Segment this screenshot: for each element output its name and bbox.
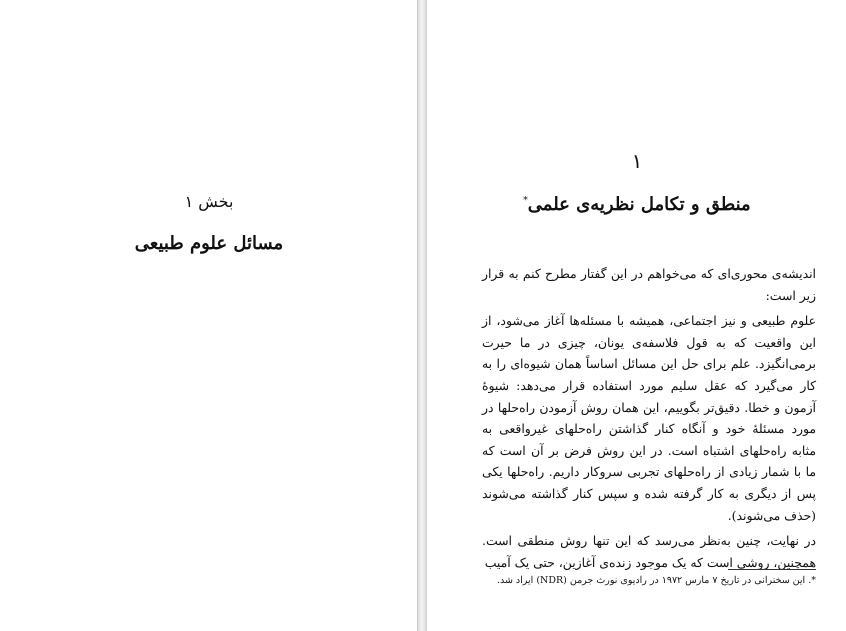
book-gutter (418, 0, 426, 631)
paragraph-3: در نهایت، چنین به‌نظر می‌رسد که این تنها روش منطقی است. همچنین، روشی است که یک موجود زنده‌ی آغازین، حتی یک آمیب (482, 533, 816, 570)
footnote-rule (728, 569, 816, 570)
paragraph-2: علوم طبیعی و نیز اجتماعی، همیشه با مسئله‌ها آغاز می‌شود، از این واقعیت که به قول فلاسفه‌ی یونان، چیزی در ما حیرت برمی‌انگیزد. علم برای حل این مسائل اساساً همان شیوه‌ای را به کار می‌گیرد که عقل سلیم مورد استفاده قرار می‌دهد: شیوه‌ٔ آزمون و خطا. دقیق‌تر بگوییم، این همان روش آزمودن راه‌حلها در مورد مسئلهٔ خود و آنگاه کنار گذاشتن راه‌حلهای غیرواقعی به مثابه راه‌حلهای اشتباه است. در این روش فرض بر آن است که ما با شمار زیادی از راه‌حلهای تجربی سروکار داریم. راه‌حلها یکی پس از دیگری به کار گرفته شده و سپس کنار گذاشته می‌شوند (حذف می‌شوند). (482, 313, 816, 523)
paragraph-1: اندیشه‌ی محوری‌ای که می‌خواهم در این گفتار مطرح کنم به قرار زیر است: (482, 266, 816, 303)
chapter-title-text: منطق و تکامل نظریه‌ی علمی (527, 194, 751, 215)
chapter-number: ۱ (631, 149, 643, 173)
footnote: *. این سخنرانی در تاریخ ۷ مارس ۱۹۷۲ در رادیوی نورث جرمن (NDR) ایراد شد. (496, 575, 816, 586)
right-page (426, 0, 846, 631)
body-text (482, 263, 816, 577)
chapter-title (427, 194, 846, 215)
part-title: مسائل علوم طبیعی (134, 233, 284, 254)
footnote-marker: * (523, 196, 528, 206)
left-page (0, 0, 418, 631)
part-label: بخش ۱ (184, 192, 234, 211)
